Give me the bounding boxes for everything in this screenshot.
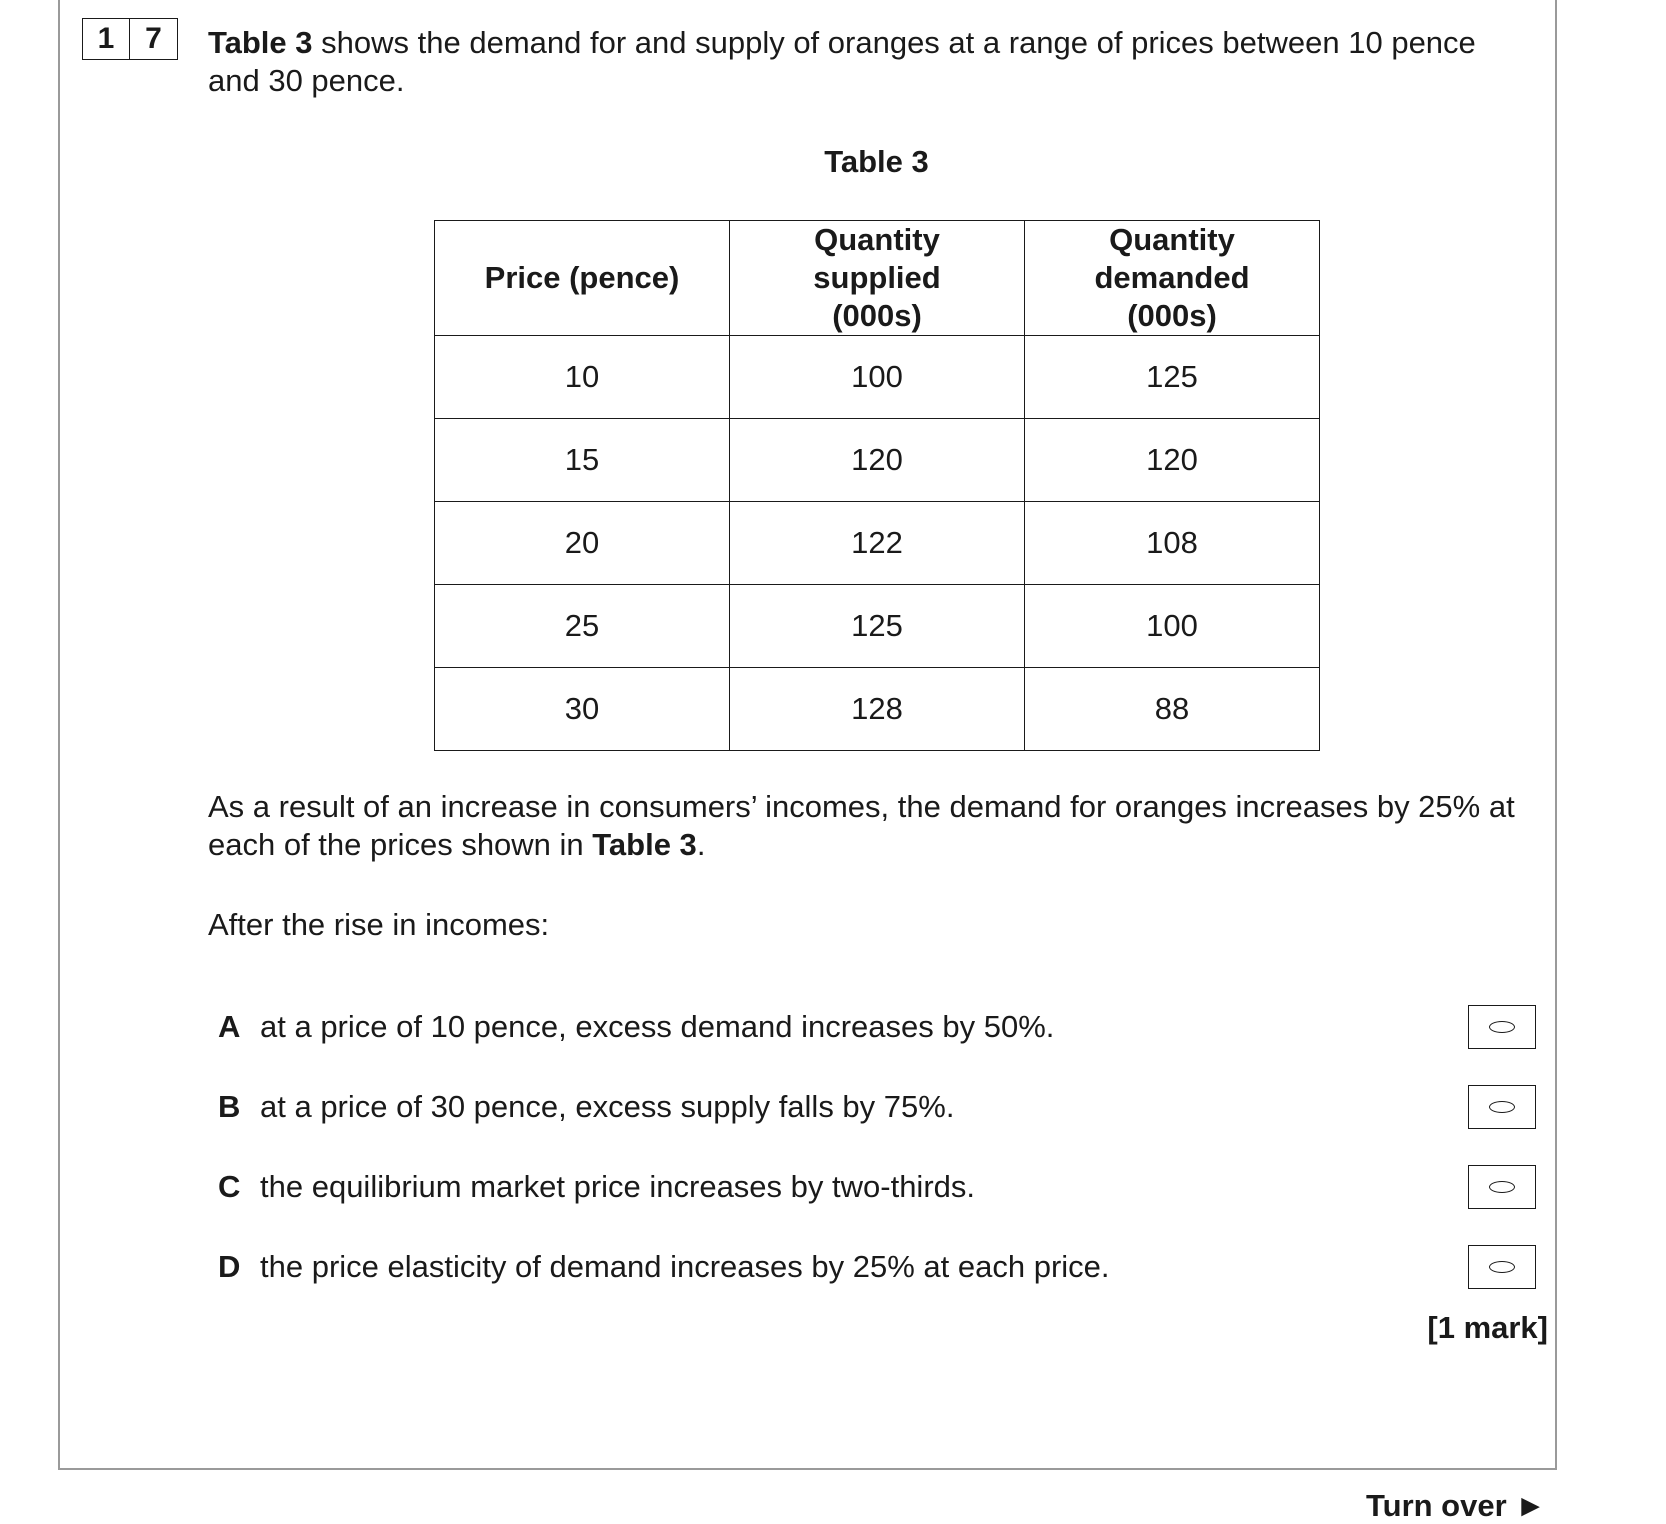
question-number-digit: 1	[82, 18, 130, 60]
table-row	[435, 502, 1320, 585]
option-text: at a price of 10 pence, excess demand increases by 50%.	[260, 1009, 1055, 1044]
question-stem-text: shows the demand for and supply of oranges at a range of prices between 10 pence and 30 pence.	[208, 25, 1476, 98]
lozenge-icon	[1489, 1261, 1515, 1273]
table-row	[435, 668, 1320, 751]
marks-label: [1 mark]	[1427, 1310, 1548, 1345]
options-lead-in: After the rise in incomes:	[208, 907, 550, 942]
context-paragraph	[208, 788, 1528, 864]
header-quantity-demanded: Quantity demanded (000s)	[1025, 221, 1320, 336]
question-number	[82, 18, 178, 60]
table-row	[435, 336, 1320, 419]
option-d-checkbox[interactable]	[1468, 1245, 1536, 1289]
option-text: at a price of 30 pence, excess supply falls by 75%.	[260, 1089, 955, 1124]
option-letter: A	[218, 1009, 241, 1044]
header-quantity-supplied: Quantity supplied (000s)	[730, 221, 1025, 336]
option-a	[218, 1004, 1318, 1050]
table-caption: Table 3	[824, 144, 929, 179]
option-letter: C	[218, 1169, 241, 1204]
cell-demanded: 88	[1025, 668, 1320, 751]
cell-supplied: 122	[730, 502, 1025, 585]
cell-supplied: 128	[730, 668, 1025, 751]
cell-price: 30	[435, 668, 730, 751]
option-b	[218, 1084, 1318, 1130]
lozenge-icon	[1489, 1181, 1515, 1193]
cell-price: 25	[435, 585, 730, 668]
lozenge-icon	[1489, 1101, 1515, 1113]
table-reference: Table 3	[592, 827, 697, 862]
option-d	[218, 1244, 1318, 1290]
table-header-row	[435, 221, 1320, 336]
option-text: the price elasticity of demand increases by 25% at each price.	[260, 1249, 1110, 1284]
cell-supplied: 100	[730, 336, 1025, 419]
option-letter: D	[218, 1249, 241, 1284]
cell-supplied: 120	[730, 419, 1025, 502]
turn-over-label: Turn over ►	[1366, 1488, 1546, 1523]
cell-demanded: 125	[1025, 336, 1320, 419]
cell-price: 20	[435, 502, 730, 585]
question-stem	[208, 24, 1528, 100]
context-end: .	[696, 827, 706, 862]
option-c-checkbox[interactable]	[1468, 1165, 1536, 1209]
cell-supplied: 125	[730, 585, 1025, 668]
option-c	[218, 1164, 1318, 1210]
cell-price: 10	[435, 336, 730, 419]
demand-supply-table	[434, 220, 1320, 751]
option-a-checkbox[interactable]	[1468, 1005, 1536, 1049]
lozenge-icon	[1489, 1021, 1515, 1033]
table-reference: Table 3	[208, 25, 313, 60]
cell-price: 15	[435, 419, 730, 502]
table-row	[435, 585, 1320, 668]
question-number-digit: 7	[130, 18, 178, 60]
cell-demanded: 100	[1025, 585, 1320, 668]
option-b-checkbox[interactable]	[1468, 1085, 1536, 1129]
option-text: the equilibrium market price increases by two-thirds.	[260, 1169, 975, 1204]
option-letter: B	[218, 1089, 241, 1124]
cell-demanded: 120	[1025, 419, 1320, 502]
context-text: As a result of an increase in consumers’ incomes, the demand for oranges increases by 25% at each of the prices shown in	[208, 789, 1515, 862]
table-row	[435, 419, 1320, 502]
cell-demanded: 108	[1025, 502, 1320, 585]
header-price: Price (pence)	[435, 221, 730, 336]
